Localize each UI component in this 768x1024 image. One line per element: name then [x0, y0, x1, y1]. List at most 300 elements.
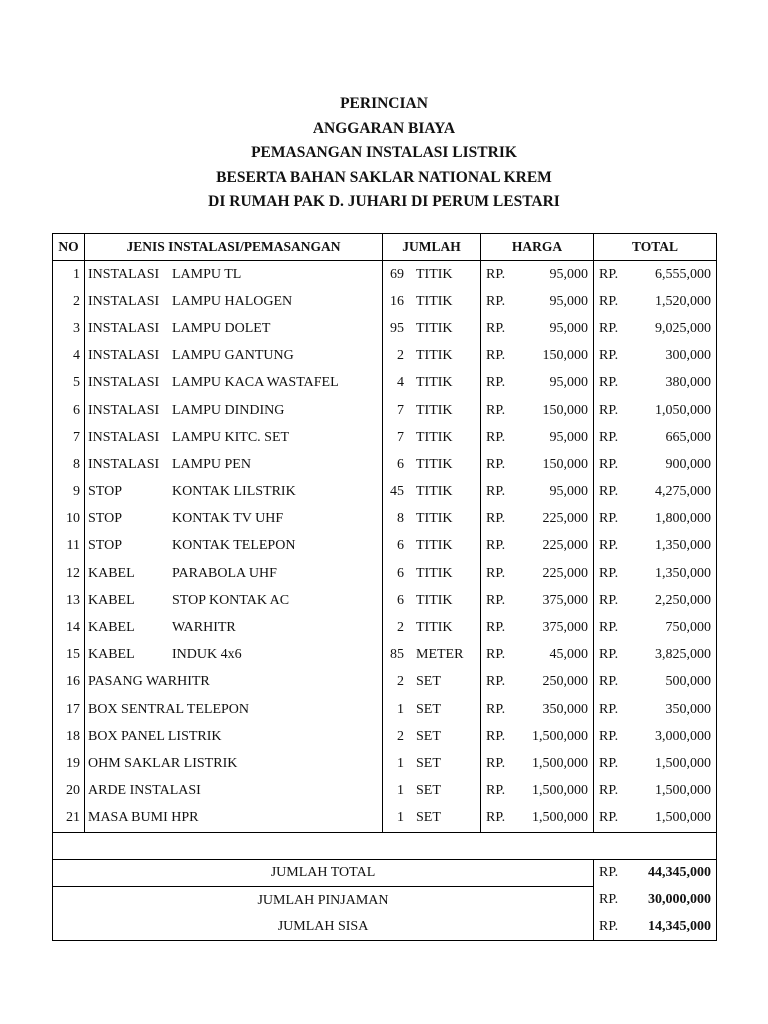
quantity-value: 85 [390, 647, 404, 663]
row-description [85, 288, 383, 315]
row-quantity [383, 451, 481, 478]
item-category: OHM SAKLAR LISTRIK [88, 755, 238, 771]
row-total [594, 424, 717, 451]
item-detail: PARABOLA UHF [172, 565, 277, 581]
row-price [481, 479, 594, 506]
row-total [594, 451, 717, 478]
currency: RP. [599, 865, 619, 881]
row-price [481, 315, 594, 342]
currency: RP. [486, 755, 506, 771]
row-number: 3 [53, 315, 85, 342]
currency: RP. [486, 674, 506, 690]
quantity-value: 8 [397, 511, 404, 527]
row-total [594, 370, 717, 397]
price-value: 150,000 [542, 456, 588, 472]
quantity-value: 1 [397, 783, 404, 799]
item-category: INSTALASI [88, 375, 160, 391]
currency: RP. [486, 592, 506, 608]
row-description [85, 778, 383, 805]
row-quantity [383, 614, 481, 641]
quantity-value: 16 [390, 293, 404, 309]
item-category: BOX SENTRAL TELEPON [88, 701, 249, 717]
total-value: 1,350,000 [655, 538, 711, 554]
currency: RP. [486, 348, 506, 364]
row-number: 7 [53, 424, 85, 451]
currency: RP. [486, 620, 506, 636]
table-row [53, 805, 717, 833]
currency: RP. [486, 538, 506, 554]
header-jumlah: JUMLAH [383, 234, 481, 261]
currency: RP. [599, 810, 619, 826]
row-number: 15 [53, 642, 85, 669]
price-value: 1,500,000 [532, 810, 588, 826]
row-description [85, 506, 383, 533]
total-value: 1,050,000 [655, 402, 711, 418]
row-number: 19 [53, 750, 85, 777]
row-number: 12 [53, 560, 85, 587]
row-price [481, 533, 594, 560]
price-value: 1,500,000 [532, 755, 588, 771]
row-description [85, 397, 383, 424]
row-total [594, 778, 717, 805]
row-number: 5 [53, 370, 85, 397]
row-number: 17 [53, 696, 85, 723]
row-price [481, 424, 594, 451]
row-number: 14 [53, 614, 85, 641]
row-description [85, 315, 383, 342]
table-row [53, 315, 717, 342]
row-price [481, 669, 594, 696]
row-description [85, 479, 383, 506]
quantity-value: 2 [397, 728, 404, 744]
row-quantity [383, 397, 481, 424]
row-description [85, 669, 383, 696]
row-price [481, 560, 594, 587]
item-detail: KONTAK TELEPON [172, 538, 296, 554]
quantity-unit: TITIK [416, 484, 453, 500]
currency: RP. [599, 783, 619, 799]
quantity-unit: TITIK [416, 456, 453, 472]
price-value: 95,000 [549, 429, 588, 445]
title-line-2: ANGGARAN BIAYA [312, 119, 456, 137]
item-category: KABEL [88, 620, 135, 636]
currency: RP. [486, 484, 506, 500]
row-number: 11 [53, 533, 85, 560]
row-number: 18 [53, 723, 85, 750]
row-price [481, 343, 594, 370]
price-value: 225,000 [542, 565, 588, 581]
item-detail: INDUK 4x6 [172, 647, 242, 663]
row-price [481, 723, 594, 750]
row-quantity [383, 315, 481, 342]
row-total [594, 479, 717, 506]
row-number: 6 [53, 397, 85, 424]
total-value: 3,000,000 [655, 728, 711, 744]
price-value: 150,000 [542, 402, 588, 418]
price-value: 95,000 [549, 375, 588, 391]
price-value: 95,000 [549, 293, 588, 309]
total-value: 750,000 [665, 620, 711, 636]
quantity-unit: TITIK [416, 538, 453, 554]
total-value: 9,025,000 [655, 320, 711, 336]
summary-label: JUMLAH TOTAL [53, 859, 594, 887]
currency: RP. [486, 375, 506, 391]
row-quantity [383, 587, 481, 614]
row-quantity [383, 560, 481, 587]
row-total [594, 315, 717, 342]
row-number: 8 [53, 451, 85, 478]
table-row [53, 696, 717, 723]
row-total [594, 587, 717, 614]
row-total [594, 696, 717, 723]
currency: RP. [599, 592, 619, 608]
row-total [594, 343, 717, 370]
row-total [594, 642, 717, 669]
row-price [481, 750, 594, 777]
currency: RP. [486, 511, 506, 527]
row-total [594, 614, 717, 641]
quantity-unit: SET [416, 728, 441, 744]
total-value: 6,555,000 [655, 266, 711, 282]
total-value: 2,250,000 [655, 592, 711, 608]
row-price [481, 642, 594, 669]
item-detail: LAMPU TL [172, 266, 242, 282]
total-value: 1,520,000 [655, 293, 711, 309]
row-price [481, 451, 594, 478]
blank-row [53, 832, 717, 859]
currency: RP. [599, 701, 619, 717]
item-detail: LAMPU GANTUNG [172, 348, 294, 364]
row-price [481, 587, 594, 614]
price-value: 45,000 [549, 647, 588, 663]
currency: RP. [486, 565, 506, 581]
total-value: 4,275,000 [655, 484, 711, 500]
quantity-unit: SET [416, 810, 441, 826]
row-description [85, 805, 383, 833]
price-value: 225,000 [542, 511, 588, 527]
quantity-value: 4 [397, 375, 404, 391]
summary-label: JUMLAH PINJAMAN [53, 887, 594, 914]
summary-value: 30,000,000 [648, 892, 711, 908]
table-row [53, 750, 717, 777]
row-quantity [383, 750, 481, 777]
currency: RP. [599, 565, 619, 581]
quantity-unit: SET [416, 701, 441, 717]
total-value: 1,500,000 [655, 783, 711, 799]
row-total [594, 805, 717, 833]
row-quantity [383, 479, 481, 506]
table-row [53, 343, 717, 370]
item-category: INSTALASI [88, 320, 160, 336]
title-line-5: DI RUMAH PAK D. JUHARI DI PERUM LESTARI [208, 193, 560, 210]
row-quantity [383, 288, 481, 315]
row-total [594, 723, 717, 750]
item-detail: WARHITR [172, 620, 236, 636]
row-number: 13 [53, 587, 85, 614]
quantity-unit: TITIK [416, 293, 453, 309]
quantity-unit: TITIK [416, 320, 453, 336]
row-description [85, 261, 383, 289]
item-detail: LAMPU HALOGEN [172, 293, 293, 309]
item-category: BOX PANEL LISTRIK [88, 728, 222, 744]
row-price [481, 261, 594, 289]
total-value: 380,000 [665, 375, 711, 391]
row-quantity [383, 642, 481, 669]
table-row [53, 642, 717, 669]
row-number: 4 [53, 343, 85, 370]
row-quantity [383, 370, 481, 397]
row-quantity [383, 506, 481, 533]
row-description [85, 424, 383, 451]
currency: RP. [599, 429, 619, 445]
currency: RP. [486, 266, 506, 282]
currency: RP. [486, 810, 506, 826]
row-number: 20 [53, 778, 85, 805]
item-detail: KONTAK LILSTRIK [172, 484, 296, 500]
currency: RP. [486, 701, 506, 717]
row-description [85, 587, 383, 614]
row-price [481, 288, 594, 315]
currency: RP. [599, 402, 619, 418]
summary-row-total [53, 859, 717, 887]
currency: RP. [599, 456, 619, 472]
item-category: STOP [88, 538, 122, 554]
row-number: 16 [53, 669, 85, 696]
item-detail: LAMPU DINDING [172, 402, 285, 418]
summary-row-sisa [53, 914, 717, 941]
row-quantity [383, 805, 481, 833]
item-category: STOP [88, 484, 122, 500]
quantity-value: 69 [390, 266, 404, 282]
item-category: KABEL [88, 647, 135, 663]
quantity-unit: TITIK [416, 592, 453, 608]
currency: RP. [599, 919, 619, 935]
table-row [53, 614, 717, 641]
row-description [85, 642, 383, 669]
currency: RP. [486, 456, 506, 472]
currency: RP. [599, 728, 619, 744]
quantity-unit: TITIK [416, 429, 453, 445]
table-row [53, 560, 717, 587]
row-quantity [383, 424, 481, 451]
quantity-value: 7 [397, 429, 404, 445]
total-value: 665,000 [665, 429, 711, 445]
item-detail: LAMPU KACA WASTAFEL [172, 375, 339, 391]
quantity-value: 45 [390, 484, 404, 500]
quantity-value: 95 [390, 320, 404, 336]
quantity-value: 2 [397, 620, 404, 636]
item-detail: STOP KONTAK AC [172, 592, 290, 608]
quantity-unit: METER [416, 647, 464, 663]
row-price [481, 778, 594, 805]
currency: RP. [599, 647, 619, 663]
quantity-unit: TITIK [416, 565, 453, 581]
table-row [53, 288, 717, 315]
title-line-4: BESERTA BAHAN SAKLAR NATIONAL KREM [216, 168, 552, 186]
table-header [53, 234, 717, 261]
table-row [53, 506, 717, 533]
table-row [53, 723, 717, 750]
total-value: 300,000 [665, 348, 711, 364]
header-jenis: JENIS INSTALASI/PEMASANGAN [85, 234, 383, 261]
row-description [85, 533, 383, 560]
quantity-unit: TITIK [416, 375, 453, 391]
quantity-value: 7 [397, 402, 404, 418]
quantity-value: 6 [397, 538, 404, 554]
item-category: INSTALASI [88, 402, 160, 418]
quantity-unit: TITIK [416, 348, 453, 364]
quantity-value: 2 [397, 348, 404, 364]
row-quantity [383, 261, 481, 289]
row-description [85, 370, 383, 397]
row-price [481, 370, 594, 397]
quantity-value: 1 [397, 701, 404, 717]
table-row [53, 533, 717, 560]
row-total [594, 533, 717, 560]
header-no: NO [53, 234, 85, 261]
currency: RP. [599, 484, 619, 500]
row-total [594, 288, 717, 315]
row-description [85, 696, 383, 723]
document-title [0, 92, 768, 215]
row-price [481, 397, 594, 424]
price-value: 350,000 [542, 701, 588, 717]
row-total [594, 560, 717, 587]
row-description [85, 451, 383, 478]
table-row [53, 778, 717, 805]
title-line-3: PEMASANGAN INSTALASI LISTRIK [251, 144, 517, 161]
currency: RP. [486, 647, 506, 663]
item-category: INSTALASI [88, 456, 160, 472]
row-quantity [383, 696, 481, 723]
item-category: INSTALASI [88, 348, 160, 364]
quantity-unit: TITIK [416, 266, 453, 282]
row-description [85, 614, 383, 641]
header-harga: HARGA [481, 234, 594, 261]
cost-table [52, 233, 717, 941]
currency: RP. [599, 511, 619, 527]
row-description [85, 723, 383, 750]
table-row [53, 587, 717, 614]
quantity-unit: SET [416, 755, 441, 771]
item-category: INSTALASI [88, 293, 160, 309]
row-quantity [383, 778, 481, 805]
summary-row-pinjaman [53, 887, 717, 914]
row-total [594, 506, 717, 533]
total-value: 1,350,000 [655, 565, 711, 581]
row-quantity [383, 343, 481, 370]
summary-label: JUMLAH SISA [53, 914, 594, 941]
row-quantity [383, 723, 481, 750]
table-row [53, 451, 717, 478]
item-category: KABEL [88, 565, 135, 581]
currency: RP. [486, 402, 506, 418]
row-total [594, 669, 717, 696]
currency: RP. [599, 293, 619, 309]
table-row [53, 261, 717, 289]
quantity-value: 1 [397, 755, 404, 771]
row-quantity [383, 533, 481, 560]
item-detail: LAMPU DOLET [172, 320, 271, 336]
table-row [53, 424, 717, 451]
row-quantity [383, 669, 481, 696]
quantity-unit: TITIK [416, 620, 453, 636]
row-total [594, 261, 717, 289]
total-value: 1,500,000 [655, 810, 711, 826]
row-price [481, 805, 594, 833]
row-number: 10 [53, 506, 85, 533]
item-category: STOP [88, 511, 122, 527]
item-category: INSTALASI [88, 266, 160, 282]
currency: RP. [599, 892, 619, 908]
quantity-value: 1 [397, 810, 404, 826]
price-value: 1,500,000 [532, 783, 588, 799]
quantity-value: 6 [397, 456, 404, 472]
title-line-1: PERINCIAN [340, 95, 428, 112]
price-value: 1,500,000 [532, 728, 588, 744]
row-price [481, 506, 594, 533]
row-description [85, 750, 383, 777]
row-price [481, 696, 594, 723]
currency: RP. [599, 755, 619, 771]
currency: RP. [599, 266, 619, 282]
item-category: MASA BUMI HPR [88, 810, 199, 826]
item-detail: LAMPU PEN [172, 456, 251, 472]
row-total [594, 750, 717, 777]
item-category: PASANG WARHITR [88, 674, 210, 690]
total-value: 900,000 [665, 456, 711, 472]
currency: RP. [599, 620, 619, 636]
quantity-value: 6 [397, 592, 404, 608]
item-category: ARDE INSTALASI [88, 783, 201, 799]
price-value: 225,000 [542, 538, 588, 554]
quantity-value: 2 [397, 674, 404, 690]
item-category: KABEL [88, 592, 135, 608]
row-number: 9 [53, 479, 85, 506]
quantity-unit: TITIK [416, 402, 453, 418]
currency: RP. [599, 674, 619, 690]
quantity-value: 6 [397, 565, 404, 581]
currency: RP. [486, 429, 506, 445]
price-value: 250,000 [542, 674, 588, 690]
quantity-unit: SET [416, 783, 441, 799]
table-row [53, 397, 717, 424]
total-value: 350,000 [665, 701, 711, 717]
table-row [53, 370, 717, 397]
total-value: 500,000 [665, 674, 711, 690]
currency: RP. [486, 293, 506, 309]
price-value: 95,000 [549, 320, 588, 336]
price-value: 95,000 [549, 266, 588, 282]
currency: RP. [599, 538, 619, 554]
currency: RP. [486, 783, 506, 799]
price-value: 150,000 [542, 348, 588, 364]
price-value: 375,000 [542, 592, 588, 608]
currency: RP. [486, 320, 506, 336]
total-value: 3,825,000 [655, 647, 711, 663]
header-total: TOTAL [594, 234, 717, 261]
row-price [481, 614, 594, 641]
summary-value: 44,345,000 [648, 865, 711, 881]
currency: RP. [599, 348, 619, 364]
quantity-unit: SET [416, 674, 441, 690]
row-number: 1 [53, 261, 85, 289]
currency: RP. [486, 728, 506, 744]
table-row [53, 479, 717, 506]
table-row [53, 669, 717, 696]
row-description [85, 343, 383, 370]
row-number: 2 [53, 288, 85, 315]
